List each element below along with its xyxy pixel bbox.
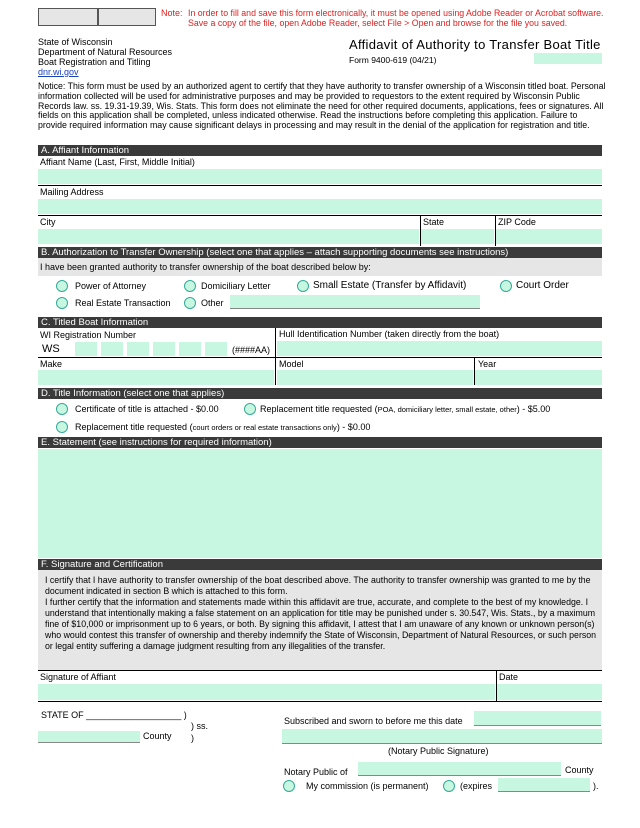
replacement-0-small: court orders or real estate transactions only bbox=[192, 423, 337, 432]
domiciliary-letter-label: Domiciliary Letter bbox=[201, 281, 271, 291]
section-a-header: A. Affiant Information bbox=[38, 145, 602, 156]
form-title: Affidavit of Authority to Transfer Boat Title bbox=[349, 37, 601, 52]
notary-ss: ) ss. bbox=[191, 721, 208, 731]
note-line2: Save a copy of the file, open Adobe Reader, select File > Open and browse for the file you saved. bbox=[188, 18, 568, 28]
radio-replacement-5[interactable] bbox=[244, 403, 256, 415]
affiant-name-label: Affiant Name (Last, First, Middle Initial) bbox=[40, 157, 195, 167]
certification-para-2: I further certify that the information and statements made within this affidavit are true, accurate, and complete to the best of my knowledge. I understand that intentionally making a false statement on an application for title may be punished under s. 30.547, Wis. Stats., by a maximum fine of $10,000 or imprisonment up to 6 years, or both. By signing this affidavit, I attest that I am unaware of any known or unknown person(s) who would contest this transfer of ownership and thereby indemnify the State of Wisconsin, Department of Natural Resources, or such person or legal entity suffering a damage judgment resulting from any illegalities of the transfer. bbox=[45, 597, 597, 651]
reg-char-5[interactable] bbox=[179, 342, 201, 356]
radio-real-estate[interactable] bbox=[56, 297, 68, 309]
real-estate-label: Real Estate Transaction bbox=[75, 298, 171, 308]
mailing-address-field[interactable] bbox=[38, 199, 602, 214]
note-label: Note: bbox=[161, 8, 183, 18]
wi-reg-label: WI Registration Number bbox=[40, 330, 137, 340]
agency-department: Department of Natural Resources bbox=[38, 47, 173, 57]
replacement-5-label bbox=[260, 404, 550, 414]
radio-power-of-attorney[interactable] bbox=[56, 280, 68, 292]
replacement-5-small: POA, domiciliary letter, small estate, other bbox=[377, 405, 517, 414]
radio-domiciliary-letter[interactable] bbox=[184, 280, 196, 292]
replacement-0-label bbox=[75, 422, 370, 432]
city-label: City bbox=[40, 217, 56, 227]
notary-signature-field[interactable] bbox=[282, 729, 602, 744]
section-b-header: B. Authorization to Transfer Ownership (select one that applies – attach supporting documents see instructions) bbox=[38, 247, 602, 258]
statement-field[interactable] bbox=[38, 449, 602, 558]
notary-signature-label: (Notary Public Signature) bbox=[388, 746, 489, 756]
agency-state: State of Wisconsin bbox=[38, 37, 113, 47]
replacement-5-main: Replacement title requested ( bbox=[260, 404, 378, 414]
notary-county-field[interactable] bbox=[38, 731, 140, 743]
subscribed-label: Subscribed and sworn to before me this date bbox=[284, 716, 463, 726]
agency-link[interactable]: dnr.wi.gov bbox=[38, 67, 79, 77]
radio-commission-expires[interactable] bbox=[443, 780, 455, 792]
notary-state-of: STATE OF ___________________ ) bbox=[41, 710, 187, 720]
form-id-field[interactable] bbox=[534, 53, 602, 64]
commission-expires-label: (expires bbox=[460, 781, 493, 791]
state-field[interactable] bbox=[421, 229, 494, 244]
section-d-header: D. Title Information (select one that applies) bbox=[38, 388, 602, 399]
date-label: Date bbox=[499, 672, 519, 682]
radio-commission-permanent[interactable] bbox=[283, 780, 295, 792]
notary-public-of-label: Notary Public of bbox=[284, 767, 348, 777]
notary-paren: ) bbox=[191, 733, 194, 743]
signature-affiant-field[interactable] bbox=[38, 684, 495, 700]
radio-replacement-0[interactable] bbox=[56, 421, 68, 433]
replacement-5-end: ) - $5.00 bbox=[516, 404, 551, 414]
power-of-attorney-label: Power of Attorney bbox=[75, 281, 147, 291]
section-f-header: F. Signature and Certification bbox=[38, 559, 602, 570]
reg-char-3[interactable] bbox=[127, 342, 149, 356]
reg-char-6[interactable] bbox=[205, 342, 227, 356]
radio-other[interactable] bbox=[184, 297, 196, 309]
model-label: Model bbox=[279, 359, 304, 369]
year-field[interactable] bbox=[475, 370, 602, 385]
hin-field[interactable] bbox=[277, 341, 602, 356]
reg-char-4[interactable] bbox=[153, 342, 175, 356]
make-label: Make bbox=[40, 359, 63, 369]
subscribed-date-field[interactable] bbox=[474, 711, 601, 726]
make-field[interactable] bbox=[38, 370, 274, 385]
replacement-0-end: ) - $0.00 bbox=[336, 422, 371, 432]
date-field[interactable] bbox=[497, 684, 602, 700]
certification-para-1: I certify that I have authority to transfer ownership of the boat described above. The authority to transfer ownership was granted to me by the document indicated in section B which is attached to this form. bbox=[45, 575, 591, 596]
city-field[interactable] bbox=[38, 229, 419, 244]
agency-program: Boat Registration and Titling bbox=[38, 57, 151, 67]
radio-small-estate[interactable] bbox=[297, 280, 309, 292]
hin-label: Hull Identification Number (taken directly from the boat) bbox=[279, 329, 500, 339]
form-number: Form 9400-619 (04/21) bbox=[349, 55, 437, 65]
other-field[interactable] bbox=[230, 295, 480, 309]
model-field[interactable] bbox=[277, 370, 473, 385]
commission-end-paren: ). bbox=[593, 781, 599, 791]
other-label: Other bbox=[201, 298, 224, 308]
replacement-0-main: Replacement title requested ( bbox=[75, 422, 193, 432]
zip-label: ZIP Code bbox=[498, 217, 536, 227]
reg-char-1[interactable] bbox=[75, 342, 97, 356]
reg-format-hint: (####AA) bbox=[232, 345, 271, 355]
notary-public-county-field[interactable] bbox=[358, 762, 561, 776]
radio-court-order[interactable] bbox=[500, 280, 512, 292]
signature-affiant-label: Signature of Affiant bbox=[40, 672, 116, 682]
certificate-attached-label: Certificate of title is attached - $0.00 bbox=[75, 404, 219, 414]
mailing-address-label: Mailing Address bbox=[40, 187, 104, 197]
note-line1: In order to fill and save this form electronically, it must be opened using Adobe Reader or Acrobat software. bbox=[188, 8, 604, 18]
affiant-name-field[interactable] bbox=[38, 169, 602, 184]
top-field-1[interactable] bbox=[38, 8, 98, 26]
court-order-label: Court Order bbox=[516, 280, 569, 291]
year-label: Year bbox=[478, 359, 497, 369]
state-label: State bbox=[423, 217, 445, 227]
commission-permanent-label: My commission (is permanent) bbox=[306, 781, 429, 791]
reg-char-2[interactable] bbox=[101, 342, 123, 356]
section-b-intro: I have been granted authority to transfer ownership of the boat described below by: bbox=[40, 262, 371, 272]
notice-text: Notice: This form must be used by an authorized agent to certify that they have authority to transfer ownership of a Wisconsin titled boat. Personal information collected will be used for administrative purposes and may be provided to requestors to the extent required by Wisconsin Public Records law. ss. 19.31-19.39, Wis. Stats. This form does not eliminate the need for other required documents, applications, fees or signatures. All fields on this application shall be completed, unless indicated otherwise. Read the instructions before completing this application. Failure to provide required information may cause significant delays in processing and may result in the denial of the application for registration and title. bbox=[38, 81, 606, 131]
small-estate-label: Small Estate (Transfer by Affidavit) bbox=[313, 280, 467, 291]
radio-certificate-attached[interactable] bbox=[56, 403, 68, 415]
top-field-2[interactable] bbox=[98, 8, 156, 26]
commission-expires-field[interactable] bbox=[498, 778, 590, 792]
ws-prefix: WS bbox=[42, 343, 60, 355]
notary-public-county-label: County bbox=[565, 765, 594, 775]
section-c-header: C. Titled Boat Information bbox=[38, 317, 602, 328]
notary-county-label: County bbox=[143, 731, 172, 741]
zip-field[interactable] bbox=[496, 229, 602, 244]
section-e-header: E. Statement (see instructions for required information) bbox=[38, 437, 602, 448]
